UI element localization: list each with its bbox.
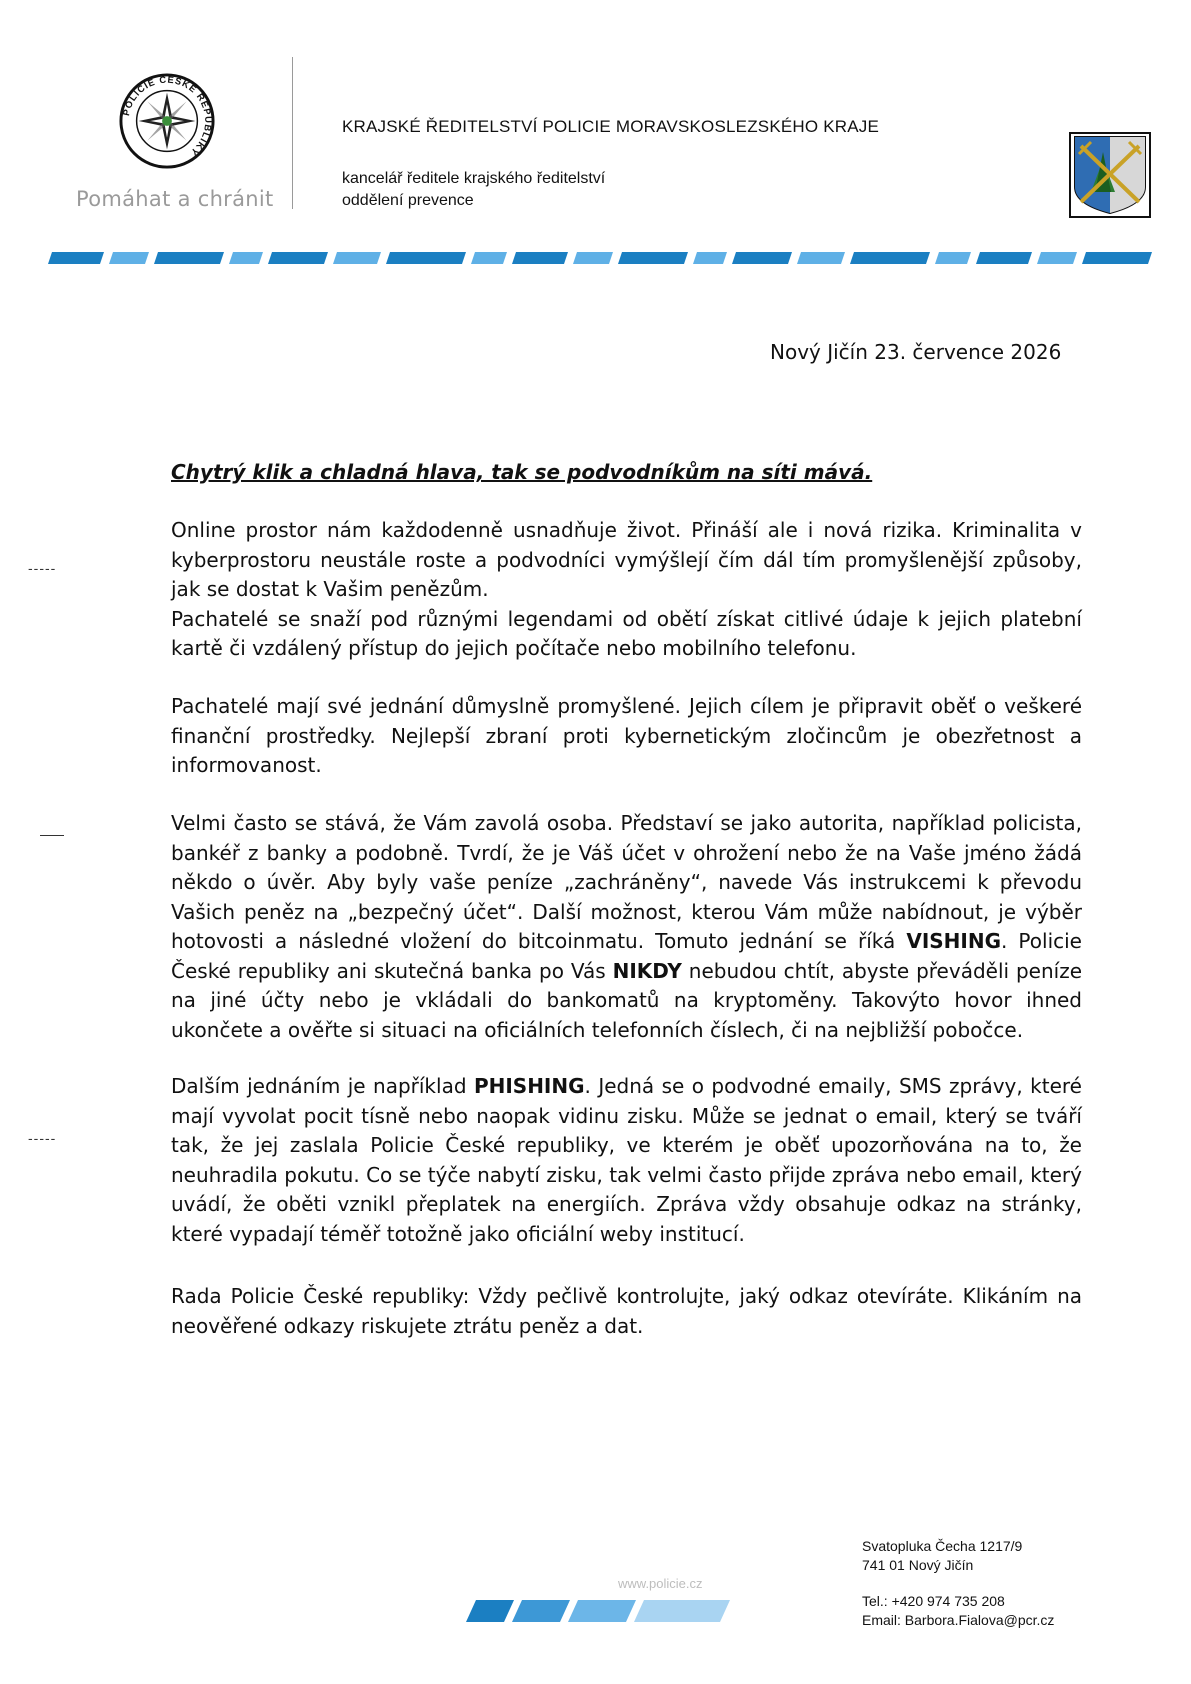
slogan: Pomáhat a chránit — [76, 187, 274, 211]
paragraph-text: nebudou chtít, abyste převáděli peníze na jiné účty nebo je vkládali do bankomatů na kryptoměny. Takovýto hovor ihned ukončete a ověřte si situaci na oficiálních telefonních číslech, či na nejbližší pobočce. — [171, 958, 1082, 1042]
paragraph — [171, 692, 1082, 781]
document-title: Chytrý klik a chladná hlava, tak se podvodníkům na síti mává. — [171, 460, 873, 484]
stripe-segment — [976, 252, 1032, 264]
paragraph-text: . Policie České republiky ani skutečná banka po Vás — [171, 929, 1082, 983]
stripe-segment — [154, 252, 224, 264]
stripe-segment — [268, 252, 328, 264]
footer-email: Email: Barbora.Fialova@pcr.cz — [862, 1612, 1055, 1628]
stripe-segment — [693, 252, 727, 264]
stripe-segment — [732, 252, 792, 264]
paragraph-text: Pachatelé se snaží pod různými legendami od obětí získat citlivé údaje k jejich platební kartě či vzdálený přístup do jejich počítače nebo mobilního telefonu. — [171, 606, 1082, 660]
margin-punch-mark — [40, 835, 64, 836]
margin-fold-mark: ----- — [28, 560, 57, 576]
stripe-segment — [573, 252, 613, 264]
header-stripe — [48, 252, 1152, 264]
logo-ring-text: POLICIE ČESKÉ REPUBLIKY — [121, 74, 214, 158]
stripe-segment — [109, 252, 149, 264]
footer-phone: Tel.: +420 974 735 208 — [862, 1593, 1005, 1609]
stripe-segment — [333, 252, 381, 264]
footer-website: www.policie.cz — [618, 1576, 703, 1591]
paragraph-phishing — [171, 1072, 1082, 1249]
stripe-segment — [1082, 252, 1152, 264]
highlight-term: PHISHING — [473, 1074, 585, 1098]
margin-fold-mark: ----- — [28, 1130, 57, 1146]
document-date: Nový Jičín 23. července 2026 — [770, 340, 1062, 364]
paragraph-text: . Jedná se o podvodné emaily, SMS zprávy, které mají vyvolat pocit tísně nebo naopak vidinu zisku. Může se jednat o email, který se tváří tak, že jej zaslala Policie České republiky, ve kterém je oběť upozorňována na to, že neuhradila pokutu. Co se týče nabytí zisku, tak velmi často přijde zpráva nebo email, který uvádí, že oběti vznikl přeplatek na energiích. Zpráva vždy obsahuje odkaz na stránky, které vypadají téměř totožně jako oficiální weby institucí. — [171, 1074, 1082, 1246]
paragraph — [171, 516, 1082, 664]
footer-stripe — [466, 1600, 730, 1622]
stripe-segment — [229, 252, 263, 264]
paragraph-text: Online prostor nám každodenně usnadňuje život. Přináší ale i nová rizika. Kriminalita v kyberprostoru neustále roste a podvodníci vymýšlejí čím dál tím promyšlenější způsoby, jak se dostat k Vašim penězům. — [171, 518, 1082, 601]
stripe-segment — [386, 252, 466, 264]
highlight-term: NIKDY — [612, 958, 682, 983]
footer-address-line-2: 741 01 Nový Jičín — [862, 1557, 974, 1573]
paragraph-text: Rada Policie České republiky: Vždy pečlivě kontrolujte, jaký odkaz otevíráte. Klikáním na neověřené odkazy riskujete ztrátu peněz a dat. — [171, 1284, 1082, 1338]
stripe-segment — [618, 252, 688, 264]
header-divider — [292, 57, 293, 209]
stripe-segment — [471, 252, 507, 264]
highlight-term: VISHING — [906, 929, 1002, 953]
department-line-1: kancelář ředitele krajského ředitelství — [342, 170, 606, 187]
stripe-segment — [512, 252, 568, 264]
paragraph-text: Dalším jednáním je například — [171, 1074, 474, 1098]
regional-emblem-icon — [1069, 132, 1151, 218]
paragraph-text: Velmi často se stává, že Vám zavolá osoba. Představí se jako autorita, například policista, bankéř z banky a podobně. Tvrdí, že je Váš účet v ohrožení nebo že na Vaše jméno žádá někdo o úvěr. Aby byly vaše peníze „zachráněny“, navede Vás instrukcemi k převodu Vašich peněz na „bezpečný účet“. Další možnost, kterou Vám může nabídnout, je výběr hotovosti a následné vložení do bitcoinmatu. Tomuto jednání se říká — [171, 811, 1082, 953]
stripe-segment — [797, 252, 845, 264]
footer-address-line-1: Svatopluka Čecha 1217/9 — [862, 1538, 1023, 1554]
police-logo-icon — [118, 72, 216, 170]
stripe-segment — [1037, 252, 1077, 264]
stripe-segment — [48, 252, 104, 264]
stripe-segment — [935, 252, 971, 264]
stripe-segment — [850, 252, 930, 264]
paragraph-vishing — [171, 809, 1082, 1045]
paragraph-text: Pachatelé mají své jednání důmyslně promyšlené. Jejich cílem je připravit oběť o veškeré finanční prostředky. Nejlepší zbraní proti kybernetickým zločincům je obezřetnost a informovanost. — [171, 694, 1082, 777]
organization-name: KRAJSKÉ ŘEDITELSTVÍ POLICIE MORAVSKOSLEZSKÉHO KRAJE — [342, 117, 880, 136]
paragraph-advice — [171, 1282, 1082, 1341]
department-line-2: oddělení prevence — [342, 192, 474, 209]
